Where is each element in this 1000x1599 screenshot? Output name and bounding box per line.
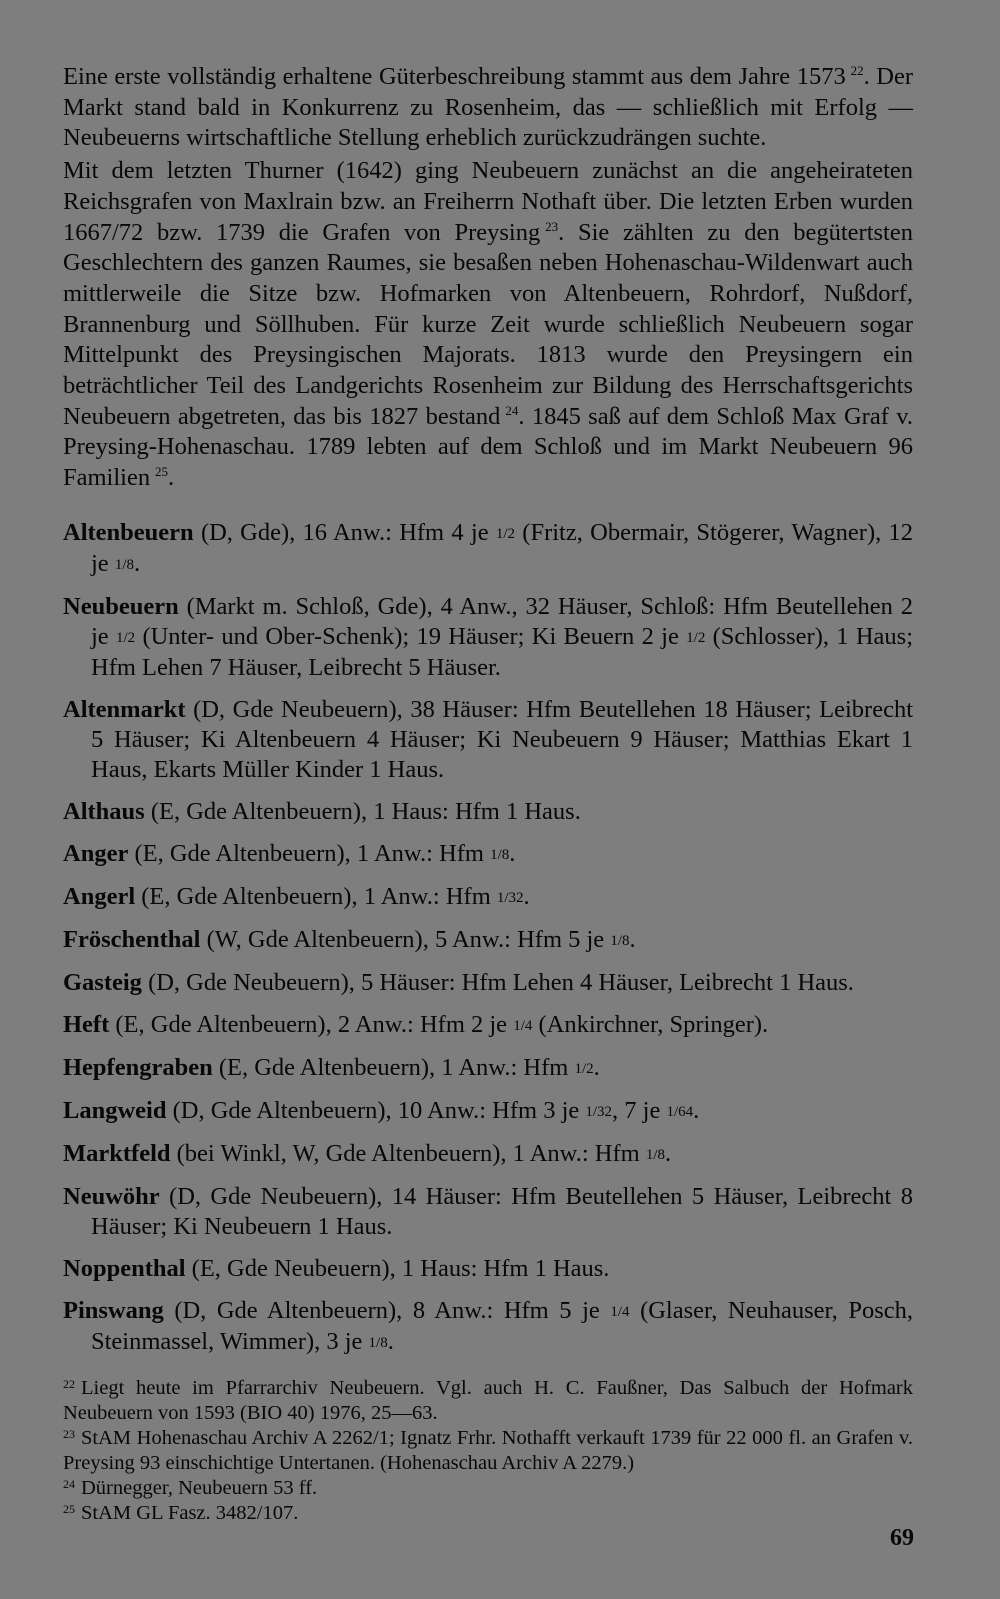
paragraph-text: . Der Markt stand bald in Konkurrenz zu Rosenheim, das — schließlich mit Erfolg — Neubeuerns wirtschaftliche Stellung erheblich zurückzudrängen suchte. xyxy=(63,63,913,152)
entry-text: . xyxy=(387,1327,394,1355)
place-entry xyxy=(63,968,913,998)
place-name: Fröschenthal xyxy=(63,925,201,953)
footnote-ref: 22 xyxy=(850,63,864,78)
place-entry xyxy=(63,592,913,683)
place-name: Altenbeuern xyxy=(63,518,194,546)
place-entry xyxy=(63,695,913,785)
footnote-ref: 24 xyxy=(505,402,519,418)
entry-text: (W, Gde Altenbeuern), 5 Anw.: Hfm 5 je xyxy=(200,925,611,953)
entry-text: (Markt m. Schloß, Gde), 4 Anw., 32 Häuser, Schloß: Hfm Beutellehen 2 je xyxy=(91,592,913,650)
place-entry xyxy=(63,797,913,827)
entry-text: (E, Gde Altenbeuern), 1 Anw.: Hfm xyxy=(128,839,491,867)
place-name: Neuwöhr xyxy=(63,1182,160,1210)
fraction: 1/2 xyxy=(686,629,706,646)
footnote-text: Dürnegger, Neubeuern 53 ff. xyxy=(81,1476,318,1499)
fraction: 1/32 xyxy=(496,889,524,906)
fraction: 1/2 xyxy=(574,1060,594,1077)
entry-text: (D, Gde Neubeuern), 5 Häuser: Hfm Lehen 4 Häuser, Leibrecht 1 Haus. xyxy=(141,968,854,996)
place-name: Gasteig xyxy=(63,968,142,996)
fraction: 1/4 xyxy=(513,1017,533,1034)
place-name: Althaus xyxy=(63,797,145,825)
footnote-ref: 23 xyxy=(545,218,559,234)
paragraph-2 xyxy=(63,156,913,494)
footnote xyxy=(63,1501,913,1526)
entry-text: (Fritz, Obermair, Stögerer, Wagner), 12 je xyxy=(91,518,913,577)
entry-text: . xyxy=(593,1053,600,1081)
fraction: 1/2 xyxy=(115,629,136,646)
entry-text: (E, Gde Altenbeuern), 1 Anw.: Hfm xyxy=(212,1053,575,1081)
place-name: Neubeuern xyxy=(63,592,179,620)
footnote-text: StAM GL Fasz. 3482/107. xyxy=(81,1501,299,1524)
entry-text: (D, Gde Neubeuern), 38 Häuser: Hfm Beutellehen 18 Häuser; Leibrecht 5 Häuser; Ki Altenbeuern 4 Häuser; Ki Neubeuern 9 Häuser; Matthias Ekart 1 Haus, Ekarts Müller Kinder 1 Haus. xyxy=(91,695,913,783)
place-entry xyxy=(63,839,913,870)
entry-text: (E, Gde Altenbeuern), 1 Haus: Hfm 1 Haus. xyxy=(144,797,581,825)
entry-text: . xyxy=(665,1139,672,1167)
footnotes xyxy=(63,1376,913,1526)
footnote xyxy=(63,1376,913,1426)
fraction: 1/8 xyxy=(610,932,630,949)
footnote-ref: 25 xyxy=(155,464,169,480)
entry-text: (D, Gde Altenbeuern), 10 Anw.: Hfm 3 je xyxy=(166,1096,586,1124)
main-text xyxy=(63,62,913,494)
place-entry xyxy=(63,925,913,956)
fraction: 1/2 xyxy=(495,525,516,542)
footnote-number: 23 xyxy=(63,1426,75,1441)
fraction: 1/64 xyxy=(666,1103,694,1120)
place-entry xyxy=(63,518,913,580)
entry-text: (Glaser, Neuhauser, Posch, Steinmassel, Wimmer), 3 je xyxy=(91,1296,914,1355)
paragraph-text: Mit dem letzten Thurner (1642) ging Neubeuern zunächst an die angeheirateten Reichsgrafen von Maxlrain bzw. an Freiherrn Nothaft über. Die letzten Erben wurden 1667/72 bzw. 1739 die Grafen von Preysing xyxy=(63,157,913,246)
place-name: Anger xyxy=(63,839,129,867)
place-name: Pinswang xyxy=(63,1296,164,1324)
footnote-number: 22 xyxy=(63,1376,75,1391)
place-name: Heft xyxy=(63,1010,110,1038)
fraction: 1/8 xyxy=(490,846,510,863)
entry-text: (Ankirchner, Springer). xyxy=(532,1010,769,1038)
entry-text: (bei Winkl, W, Gde Altenbeuern), 1 Anw.: Hfm xyxy=(170,1139,646,1167)
entry-text: . xyxy=(693,1096,700,1124)
entry-text: (Schlosser), 1 Haus; Hfm Lehen 7 Häuser, Leibrecht 5 Häuser. xyxy=(91,622,913,681)
footnote-text: StAM Hohenaschau Archiv A 2262/1; Ignatz Frhr. Nothafft verkauft 1739 für 22 000 fl. an Grafen v. Preysing 93 einschichtige Untertanen. (Hohenaschau Archiv A 2279.) xyxy=(63,1426,913,1474)
footnote-number: 25 xyxy=(63,1501,75,1516)
place-name: Noppenthal xyxy=(63,1254,186,1282)
page-number: 69 xyxy=(890,1525,914,1551)
place-entry xyxy=(63,1182,913,1242)
footnote-number: 24 xyxy=(63,1476,75,1491)
place-entry xyxy=(63,882,913,913)
fraction: 1/8 xyxy=(114,556,134,573)
place-name: Marktfeld xyxy=(63,1139,171,1167)
entry-text: . xyxy=(629,925,636,953)
entry-text: . xyxy=(133,549,141,577)
entry-text: , 7 je xyxy=(612,1096,667,1124)
entry-text: (E, Gde Altenbeuern), 1 Anw.: Hfm xyxy=(135,882,497,910)
entry-text: (E, Gde Neubeuern), 1 Haus: Hfm 1 Haus. xyxy=(185,1254,610,1282)
entry-text: (D, Gde), 16 Anw.: Hfm 4 je xyxy=(193,518,496,546)
fraction: 1/8 xyxy=(368,1334,388,1351)
entry-text: (D, Gde Altenbeuern), 8 Anw.: Hfm 5 je xyxy=(163,1296,611,1324)
place-name: Angerl xyxy=(63,882,136,910)
place-entry xyxy=(63,1053,913,1084)
place-name: Altenmarkt xyxy=(63,695,186,723)
footnote xyxy=(63,1476,913,1501)
paragraph-text: . Sie zählten zu den begütertsten Geschlechtern des ganzen Raumes, sie besaßen neben Hohenaschau-Wildenwart auch mittlerweile die Sitze bzw. Hofmarken von Altenbeuern, Rohrdorf, Nußdorf, Brannenburg und Söllhuben. Für kurze Zeit wurde schließlich Neubeuern sogar Mittelpunkt des Preysingischen Majorats. 1813 wurde den Preysingern ein beträchtlicher Teil des Landgerichts Rosenheim zur Bildung des Herrschaftsgerichts Neubeuern abgetreten, das bis 1827 bestand xyxy=(63,218,913,430)
entry-text: (D, Gde Neubeuern), 14 Häuser: Hfm Beutellehen 5 Häuser, Leibrecht 8 Häuser; Ki Neubeuern 1 Haus. xyxy=(91,1182,913,1240)
paragraph-text: Eine erste vollständig erhaltene Güterbeschreibung stammt aus dem Jahre 1573 xyxy=(63,63,846,90)
place-entry xyxy=(63,1254,913,1284)
place-entry xyxy=(63,1296,913,1358)
place-entries xyxy=(63,518,913,1358)
place-name: Langweid xyxy=(63,1096,167,1124)
paragraph-text: . 1845 saß auf dem Schloß Max Graf v. Preysing-Hohenaschau. 1789 lebten auf dem Schloß und im Markt Neubeuern 96 Familien xyxy=(63,402,913,492)
fraction: 1/8 xyxy=(645,1146,666,1163)
entry-text: (E, Gde Altenbeuern), 2 Anw.: Hfm 2 je xyxy=(109,1010,514,1038)
place-entry xyxy=(63,1096,913,1127)
footnote xyxy=(63,1426,913,1476)
entry-text: (Unter- und Ober-Schenk); 19 Häuser; Ki Beuern 2 je xyxy=(135,622,687,650)
place-entry xyxy=(63,1139,913,1170)
place-entry xyxy=(63,1010,913,1041)
paragraph-1 xyxy=(63,62,913,154)
entry-text: . xyxy=(523,882,530,910)
fraction: 1/32 xyxy=(585,1103,613,1120)
fraction: 1/4 xyxy=(610,1303,630,1320)
entry-text: . xyxy=(509,839,516,867)
place-name: Hepfengraben xyxy=(63,1053,213,1081)
footnote-text: Liegt heute im Pfarrarchiv Neubeuern. Vgl. auch H. C. Faußner, Das Salbuch der Hofmark Neubeuern von 1593 (BIO 40) 1976, 25—63. xyxy=(63,1376,913,1424)
paragraph-text: . xyxy=(168,464,175,492)
